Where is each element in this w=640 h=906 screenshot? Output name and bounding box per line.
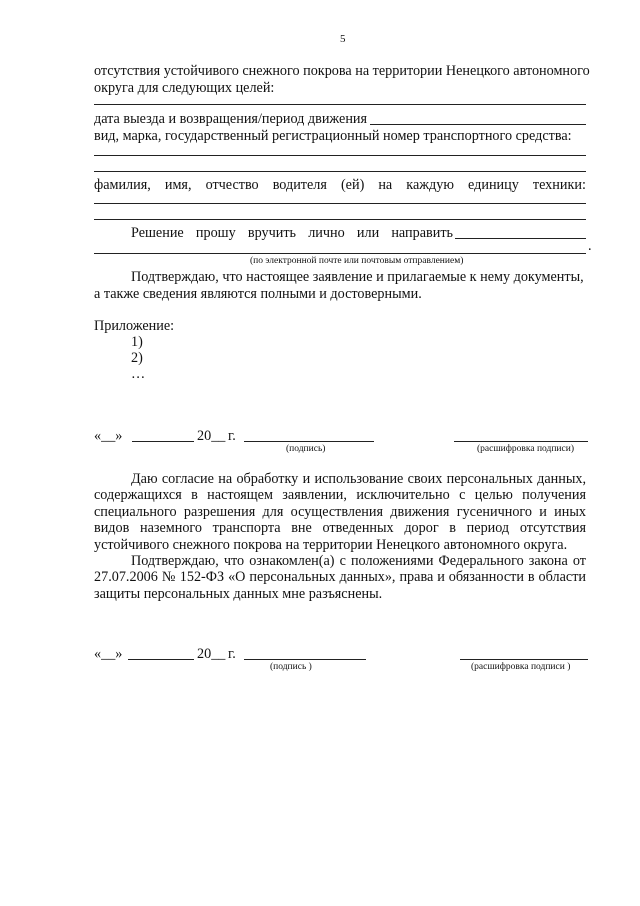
delivery-field-line bbox=[94, 253, 586, 254]
attachment-item: 1) bbox=[131, 334, 143, 350]
driver-word: имя, bbox=[164, 177, 192, 193]
decision-word: вручить bbox=[247, 225, 297, 241]
delivery-hint: (по электронной почте или почтовым отправлением) bbox=[250, 256, 464, 266]
month-field-line bbox=[132, 441, 194, 442]
blank-line bbox=[94, 104, 586, 105]
driver-word: (ей) bbox=[340, 177, 365, 193]
consent-paragraph: Даю согласие на обработку и использование своих персональных данных, содержащихся в настоящем заявлении, исключительно с целью получения специального разрешения для осуществления движения гусеничного и иных видов наземного транспорта вне отведенных дорог в период отсутствия устойчивого снежного покрова на территории Ненецкого автономного округа. bbox=[94, 471, 586, 553]
blank-line bbox=[94, 219, 586, 220]
dates-field-line bbox=[370, 124, 586, 125]
confirm-line-1: Подтверждаю, что настоящее заявление и прилагаемые к нему документы, bbox=[131, 269, 584, 285]
blank-line bbox=[94, 171, 586, 172]
intro-line-1: отсутствия устойчивого снежного покрова на территории Ненецкого автономного bbox=[94, 63, 590, 79]
signature-hint: (подпись ) bbox=[270, 662, 312, 672]
decoding-hint: (расшифровка подписи ) bbox=[471, 662, 571, 672]
year-suffix: г. bbox=[228, 428, 236, 444]
driver-word: техники: bbox=[532, 177, 586, 193]
decision-word: Решение bbox=[131, 225, 184, 241]
decision-label bbox=[131, 224, 453, 242]
page-number: 5 bbox=[340, 33, 346, 45]
signature-hint: (подпись) bbox=[286, 444, 326, 454]
decision-word: лично bbox=[308, 225, 345, 241]
year-suffix: г. bbox=[228, 646, 236, 662]
driver-word: единицу bbox=[468, 177, 519, 193]
month-field-line bbox=[128, 659, 194, 660]
intro-line-2: округа для следующих целей: bbox=[94, 80, 275, 96]
consent-text bbox=[94, 471, 586, 602]
driver-word: фамилия, bbox=[94, 177, 151, 193]
attachments-label: Приложение: bbox=[94, 318, 175, 334]
year: 20__ bbox=[197, 428, 226, 444]
decoding-field-line bbox=[460, 659, 588, 660]
date-open: «__» bbox=[94, 428, 123, 444]
decoding-field-line bbox=[454, 441, 588, 442]
driver-word: каждую bbox=[406, 177, 454, 193]
decision-word: или bbox=[356, 225, 380, 241]
acknowledge-paragraph: Подтверждаю, что ознакомлен(а) с положениями Федерального закона от 27.07.2006 № 152-ФЗ «О персональных данных», права и обязанности в области защиты персональных данных мне разъяснены. bbox=[94, 553, 586, 602]
attachment-item: … bbox=[131, 366, 146, 382]
vehicle-label: вид, марка, государственный регистрационный номер транспортного средства: bbox=[94, 128, 572, 144]
confirm-line-2: а также сведения являются полными и достоверными. bbox=[94, 286, 422, 302]
driver-word: на bbox=[378, 177, 393, 193]
driver-label bbox=[94, 176, 586, 194]
decision-word: направить bbox=[391, 225, 453, 241]
decision-period: . bbox=[588, 238, 592, 254]
driver-word: отчество bbox=[205, 177, 259, 193]
decoding-hint: (расшифровка подписи) bbox=[477, 444, 574, 454]
blank-line bbox=[94, 155, 586, 156]
date-open: «__» bbox=[94, 646, 123, 662]
signature-field-line bbox=[244, 659, 366, 660]
blank-line bbox=[94, 203, 586, 204]
signature-field-line bbox=[244, 441, 374, 442]
decision-word: прошу bbox=[195, 225, 236, 241]
driver-word: водителя bbox=[272, 177, 327, 193]
year: 20__ bbox=[197, 646, 226, 662]
dates-label: дата выезда и возвращения/период движения bbox=[94, 111, 368, 127]
attachment-item: 2) bbox=[131, 350, 143, 366]
decision-field-line bbox=[455, 238, 586, 239]
